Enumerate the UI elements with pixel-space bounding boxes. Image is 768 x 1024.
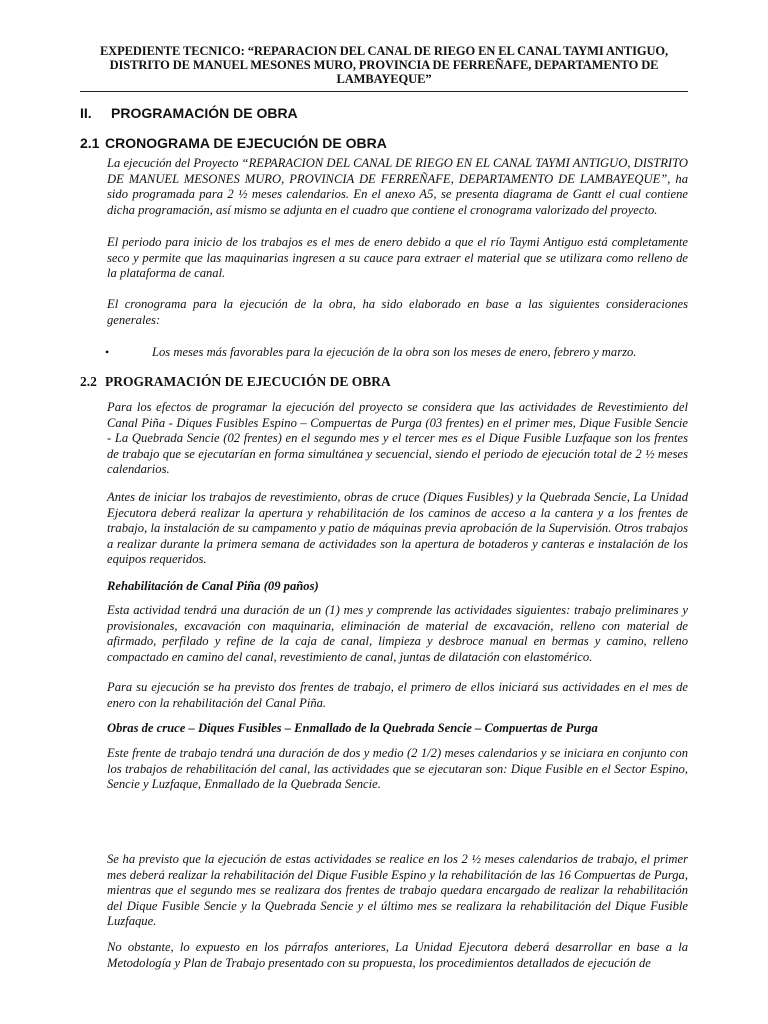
document-header bbox=[80, 44, 688, 86]
bullet-item: Los meses más favorables para la ejecución de la obra son los meses de enero, febrero y marzo. bbox=[152, 345, 637, 359]
subsection-title: PROGRAMACIÓN DE EJECUCIÓN DE OBRA bbox=[105, 374, 391, 389]
paragraph-2-2-a: Para los efectos de programar la ejecución del proyecto se considera que las actividades de Revestimiento del Canal Piña - Diques Fusibles Espino – Compuertas de Purga (03 frentes) en el primer mes, Dique Fusible Sencie - La Quebrada Sencie (02 frentes) en el segundo mes y el tercer mes es el Dique Fusible Luzfaque son los frentes de trabajo que se ejecutarían en forma simultánea y secuencial, siendo el periodo de ejecución total de 2 ½ meses calendarios. bbox=[107, 400, 688, 477]
subsection-heading-2-2 bbox=[80, 374, 391, 390]
subsection-number: 2.2 bbox=[80, 374, 97, 389]
paragraph-2-1-a: La ejecución del Proyecto “REPARACION DEL CANAL DE RIEGO EN EL CANAL TAYMI ANTIGUO, DISTRITO DE MANUEL MESONES MURO, PROVINCIA DE FERREÑAFE, DEPARTAMENTO DE LAMBAYEQUE”, ha sido programada para 2 ½ meses calendarios. En el anexo A5, se presenta diagrama de Gantt el cual contiene dicha programación, así mismo se adjunta en el cuadro que contiene el cronograma valorizado del proyecto. bbox=[107, 156, 688, 217]
paragraph-2-2-g: No obstante, lo expuesto en los párrafos anteriores, La Unidad Ejecutora deberá desarrollar en base a la Metodología y Plan de Trabajo presentado con su propuesta, los procedimientos detallados de ejecución de bbox=[107, 940, 688, 970]
bullet-icon: • bbox=[105, 345, 110, 359]
paragraph-2-1-c: El cronograma para la ejecución de la obra, ha sido elaborado en base a las siguientes consideraciones generales: bbox=[107, 297, 688, 327]
header-line-2: DISTRITO DE MANUEL MESONES MURO, PROVINCIA DE FERREÑAFE, DEPARTAMENTO DE bbox=[109, 58, 659, 72]
section-heading bbox=[80, 105, 298, 121]
paragraph-2-1-b: El periodo para inicio de los trabajos es el mes de enero debido a que el río Taymi Antiguo está completamente seco y permite que las maquinarias ingresen a su cauce para extraer el material que se utilizara como relleno de la plataforma de canal. bbox=[107, 235, 688, 281]
paragraph-2-2-f: Se ha previsto que la ejecución de estas actividades se realice en los 2 ½ meses calendarios de trabajo, el primer mes deberá realizar la rehabilitación del Dique Fusible Espino y la rehabilitación de las 16 Compuertas de Purga, mientras que el segundo mes se realizara dos frentes de trabajo quedara encargado de realizar la rehabilitación del Dique Fusible Sencie y la Quebrada Sencie y el último mes se realizara la rehabilitación del Dique Fusible Luzfaque. bbox=[107, 852, 688, 929]
header-line-1: EXPEDIENTE TECNICO: “REPARACION DEL CANAL DE RIEGO EN EL CANAL TAYMI ANTIGUO, bbox=[99, 44, 669, 58]
paragraph-2-2-b: Antes de iniciar los trabajos de revestimiento, obras de cruce (Diques Fusibles) y la Quebrada Sencie, La Unidad Ejecutora deberá realizar la apertura y rehabilitación de los caminos de acceso a la cantera y a los frentes de trabajo, la instalación de su campamento y patio de máquinas previa aprobación de la Supervisión. Otros trabajos a realizar durante la primera semana de actividades son la apertura de botaderos y canteras e instalación de los equipos requeridos. bbox=[107, 490, 688, 567]
header-divider bbox=[80, 91, 688, 92]
subsection-number: 2.1 bbox=[80, 135, 100, 151]
subsection-title: CRONOGRAMA DE EJECUCIÓN DE OBRA bbox=[105, 135, 387, 151]
paragraph-2-2-d: Para su ejecución se ha previsto dos frentes de trabajo, el primero de ellos iniciará sus actividades en el mes de enero con la rehabilitación del Canal Piña. bbox=[107, 680, 688, 710]
subheading-obras-de-cruce: Obras de cruce – Diques Fusibles – Enmallado de la Quebrada Sencie – Compuertas de Purga bbox=[107, 721, 598, 735]
paragraph-2-2-e: Este frente de trabajo tendrá una duración de dos y medio (2 1/2) meses calendarios y se iniciara en conjunto con los trabajos de rehabilitación del canal, las actividades que se ejecutaran son: Dique Fusible en el Sector Espino, Sencie y Luzfaque, Enmallado de la Quebrada Sencie. bbox=[107, 746, 688, 792]
paragraph-2-2-c: Esta actividad tendrá una duración de un (1) mes y comprende las actividades siguientes: trabajo preliminares y provisionales, excavación con maquinaria, eliminación de material de excavación, relleno con material de afirmado, perfilado y refine de la caja de canal, limpieza y desbroce manual en bermas y camino, relleno compactado en camino del canal, revestimiento de canal, juntas de dilatación con elastomérico. bbox=[107, 603, 688, 664]
section-number: II. bbox=[80, 105, 92, 121]
subheading-canal-pina: Rehabilitación de Canal Piña (09 paños) bbox=[107, 579, 319, 593]
subsection-heading-2-1 bbox=[80, 135, 387, 151]
section-title: PROGRAMACIÓN DE OBRA bbox=[111, 105, 298, 121]
header-line-3: LAMBAYEQUE” bbox=[336, 72, 432, 86]
